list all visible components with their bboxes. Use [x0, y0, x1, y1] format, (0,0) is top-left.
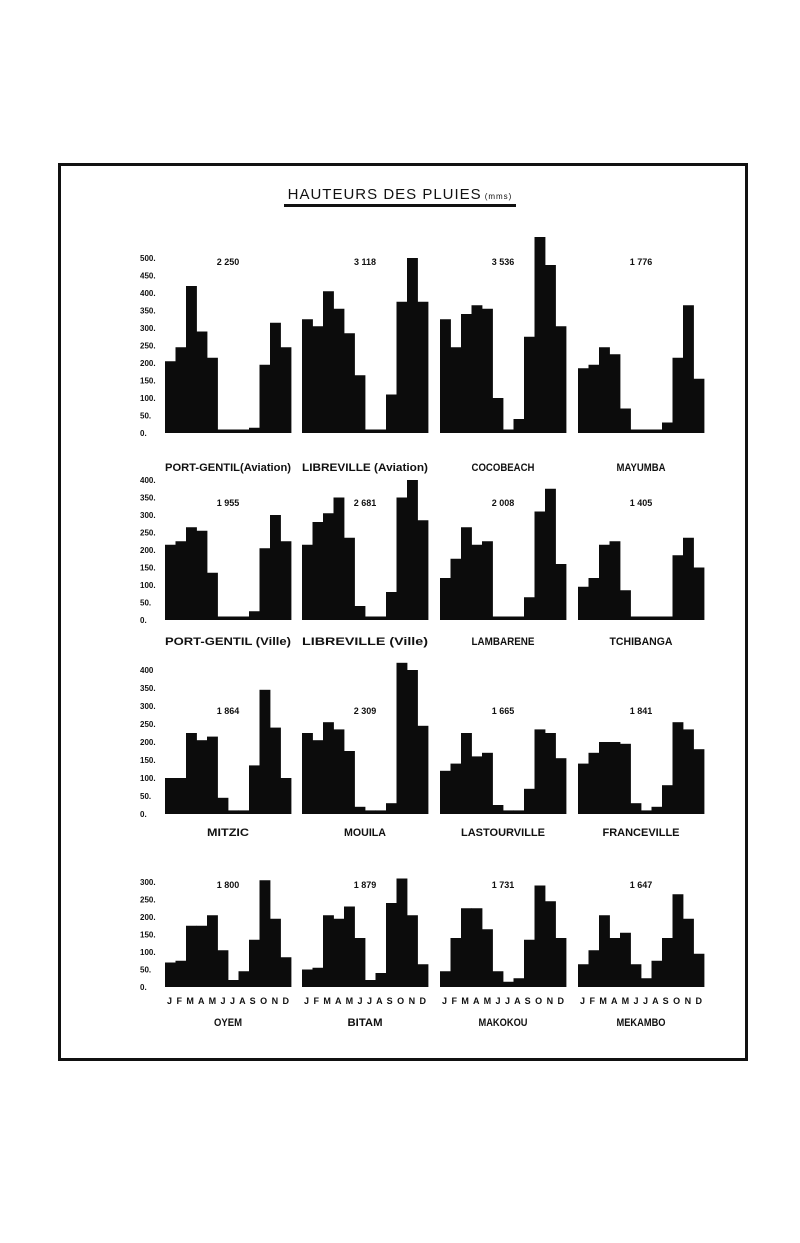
bar — [589, 365, 600, 433]
bar — [493, 805, 504, 814]
bar — [683, 729, 694, 814]
bar — [281, 778, 292, 814]
bar — [344, 751, 355, 814]
title-unit: (mms) — [484, 192, 513, 201]
bar — [556, 564, 567, 620]
station-total: 1 841 — [629, 706, 653, 716]
bar — [397, 879, 408, 988]
bar — [218, 617, 229, 621]
bar — [694, 749, 705, 814]
bar — [620, 744, 631, 814]
bar — [323, 513, 334, 620]
bar — [545, 733, 556, 814]
bar — [631, 964, 642, 987]
bar — [355, 375, 366, 433]
bar — [207, 358, 218, 433]
station-name: MEKAMBO — [616, 1017, 666, 1029]
bar — [270, 919, 281, 987]
bar — [493, 971, 504, 987]
bar — [165, 778, 176, 814]
bar — [249, 611, 260, 620]
bar — [524, 597, 535, 620]
bar — [683, 538, 694, 620]
bar — [662, 617, 673, 621]
bar — [355, 606, 366, 620]
bar — [599, 347, 610, 433]
bar — [694, 954, 705, 987]
bar — [535, 886, 546, 988]
bar — [207, 573, 218, 620]
bar — [176, 961, 187, 987]
bar — [302, 319, 313, 433]
bar — [323, 722, 334, 814]
y-tick-label: 250. — [140, 341, 156, 351]
bar — [270, 728, 281, 814]
bar — [270, 515, 281, 620]
y-tick-label: 200. — [140, 359, 156, 368]
bar — [662, 423, 673, 434]
bar — [482, 753, 493, 814]
bar — [472, 908, 483, 987]
station-name: COCOBEACH — [471, 462, 535, 474]
bar — [302, 733, 313, 814]
y-tick-label: 350. — [140, 306, 156, 316]
bar — [407, 915, 418, 987]
bar — [207, 737, 218, 814]
y-tick-label: 200. — [140, 546, 156, 555]
bar — [652, 430, 663, 434]
y-tick-label: 200. — [140, 913, 156, 922]
bar — [239, 971, 250, 987]
bar — [376, 973, 387, 987]
bar — [249, 765, 260, 814]
bar — [197, 926, 208, 987]
bar — [451, 764, 462, 814]
bar — [589, 753, 600, 814]
station-name: TCHIBANGA — [609, 636, 673, 648]
bar — [218, 950, 229, 987]
bar — [503, 617, 514, 621]
bar — [482, 541, 493, 620]
y-tick-label: 200. — [140, 738, 156, 747]
bar — [207, 915, 218, 987]
station-name: MAYUMBA — [616, 462, 666, 474]
bar — [461, 314, 472, 433]
bar — [365, 430, 376, 434]
y-tick-label: 0. — [140, 429, 147, 438]
bar — [545, 489, 556, 620]
y-tick-label: 500. — [140, 254, 156, 263]
bar — [228, 810, 239, 814]
bar — [589, 950, 600, 987]
bar — [662, 785, 673, 814]
bar — [302, 970, 313, 988]
bar — [165, 361, 176, 433]
y-tick-label: 350. — [140, 493, 156, 503]
y-tick-label: 100. — [140, 948, 156, 957]
bar — [631, 803, 642, 814]
bar — [165, 963, 176, 988]
bar — [599, 742, 610, 814]
bar — [323, 291, 334, 433]
bar — [524, 940, 535, 987]
bar — [451, 938, 462, 987]
y-tick-label: 50. — [140, 598, 152, 608]
station-total: 1 955 — [216, 498, 240, 508]
bar — [641, 978, 652, 987]
y-tick-label: 100. — [140, 394, 156, 403]
bar — [673, 555, 684, 620]
bar — [440, 319, 451, 433]
bar — [524, 337, 535, 433]
bar — [652, 961, 663, 987]
station-name: MITZIC — [207, 827, 250, 839]
y-tick-label: 400 — [140, 666, 154, 675]
bar — [578, 964, 589, 987]
bar — [589, 578, 600, 620]
bar — [482, 309, 493, 433]
bar — [418, 726, 429, 814]
bar — [228, 980, 239, 987]
bar — [631, 617, 642, 621]
station-total: 1 776 — [629, 257, 653, 267]
bar — [641, 430, 652, 434]
bar — [556, 326, 567, 433]
bar — [344, 907, 355, 988]
bar — [503, 982, 514, 987]
bar — [365, 810, 376, 814]
bar — [545, 901, 556, 987]
bar — [673, 358, 684, 433]
bar — [218, 798, 229, 814]
y-tick-label: 150. — [140, 563, 156, 573]
bar — [472, 545, 483, 620]
bar — [493, 398, 504, 433]
station-name: MAKOKOU — [478, 1017, 528, 1029]
bar — [186, 926, 197, 987]
station-name: BITAM — [347, 1017, 383, 1029]
bar — [313, 740, 324, 814]
bar — [239, 430, 250, 434]
station-total: 3 118 — [353, 257, 377, 267]
y-tick-label: 250. — [140, 528, 156, 538]
bar — [260, 548, 271, 620]
bar — [694, 379, 705, 433]
bar — [313, 326, 324, 433]
bar — [472, 756, 483, 814]
bar — [397, 498, 408, 621]
bar — [514, 978, 525, 987]
bar — [376, 430, 387, 434]
y-tick-label: 50. — [140, 411, 152, 421]
bar — [165, 545, 176, 620]
bar — [249, 940, 260, 987]
bar — [186, 527, 197, 620]
month-labels: J F M A M J J A S O N D — [304, 996, 426, 1006]
y-tick-label: 50. — [140, 792, 152, 801]
y-tick-label: 400. — [140, 476, 156, 485]
bar — [503, 430, 514, 434]
bar — [386, 903, 397, 987]
station-name: PORT-GENTIL (Ville) — [165, 636, 292, 648]
bar — [355, 807, 366, 814]
bar — [461, 733, 472, 814]
bar — [673, 894, 684, 987]
bar — [652, 617, 663, 621]
station-total: 1 800 — [216, 880, 240, 890]
y-tick-label: 300. — [140, 702, 156, 711]
bar — [386, 395, 397, 434]
y-tick-label: 150. — [140, 930, 156, 940]
bar — [239, 617, 250, 621]
station-name: LIBREVILLE (Ville) — [302, 636, 429, 648]
y-tick-label: 250. — [140, 895, 156, 905]
bar — [673, 722, 684, 814]
bar — [260, 690, 271, 814]
bar — [397, 663, 408, 814]
bar — [302, 545, 313, 620]
y-tick-label: 150. — [140, 756, 156, 765]
month-labels: J F M A M J J A S O N D — [580, 996, 702, 1006]
bar — [620, 590, 631, 620]
y-tick-label: 300. — [140, 511, 156, 520]
bar — [599, 545, 610, 620]
y-tick-label: 400. — [140, 289, 156, 298]
bar — [376, 617, 387, 621]
bar — [270, 323, 281, 433]
month-labels: J F M A M J J A S O N D — [167, 996, 289, 1006]
bar — [186, 733, 197, 814]
bar — [652, 807, 663, 814]
bar — [334, 919, 345, 987]
bar — [631, 430, 642, 434]
bar — [461, 908, 472, 987]
bar — [694, 568, 705, 621]
bar — [355, 938, 366, 987]
bar — [418, 964, 429, 987]
bar — [556, 758, 567, 814]
bar — [514, 617, 525, 621]
bar — [260, 365, 271, 433]
bar — [545, 265, 556, 433]
bar — [514, 419, 525, 433]
bar — [407, 258, 418, 433]
station-total: 1 405 — [629, 498, 653, 508]
y-tick-label: 0. — [140, 616, 147, 625]
bar — [451, 347, 462, 433]
bar — [365, 617, 376, 621]
bar — [313, 522, 324, 620]
station-total: 3 536 — [491, 257, 515, 267]
y-tick-label: 100. — [140, 581, 156, 590]
station-name: LAMBARENE — [471, 636, 535, 648]
station-name: OYEM — [214, 1017, 242, 1029]
station-total: 1 731 — [491, 880, 515, 890]
bar — [176, 541, 187, 620]
bar — [418, 520, 429, 620]
bar — [620, 409, 631, 434]
bar — [683, 919, 694, 987]
bar — [281, 541, 292, 620]
station-total: 1 879 — [353, 880, 377, 890]
bar — [610, 354, 621, 433]
bar — [344, 333, 355, 433]
y-tick-label: 300. — [140, 878, 156, 887]
bar — [493, 617, 504, 621]
bar — [344, 538, 355, 620]
bar — [514, 810, 525, 814]
bar — [397, 302, 408, 433]
bar — [535, 512, 546, 621]
y-tick-label: 50. — [140, 965, 152, 975]
y-tick-label: 300. — [140, 324, 156, 333]
bar — [578, 587, 589, 620]
bar — [386, 592, 397, 620]
bar — [472, 305, 483, 433]
station-name: PORT-GENTIL(Aviation) — [165, 462, 292, 474]
y-tick-label: 450. — [140, 271, 156, 281]
station-total: 2 008 — [491, 498, 515, 508]
station-total: 2 309 — [353, 706, 377, 716]
bar — [482, 929, 493, 987]
bar — [610, 742, 621, 814]
bar — [578, 368, 589, 433]
bar — [524, 789, 535, 814]
bar — [620, 933, 631, 987]
bar — [260, 880, 271, 987]
y-tick-label: 0. — [140, 983, 147, 992]
bar — [610, 938, 621, 987]
station-total: 1 864 — [216, 706, 240, 716]
bar — [641, 810, 652, 814]
bar — [683, 305, 694, 433]
bar — [218, 430, 229, 434]
bar — [535, 729, 546, 814]
bar — [228, 617, 239, 621]
bar — [281, 347, 292, 433]
station-name: MOUILA — [344, 827, 387, 839]
bar — [176, 778, 187, 814]
bar — [440, 578, 451, 620]
station-name: LIBREVILLE (Aviation) — [302, 462, 429, 474]
y-tick-label: 0. — [140, 810, 147, 819]
bar — [641, 617, 652, 621]
station-total: 1 647 — [629, 880, 653, 890]
bar — [323, 915, 334, 987]
bar — [176, 347, 187, 433]
bar — [503, 810, 514, 814]
y-tick-label: 250. — [140, 720, 156, 729]
bar — [228, 430, 239, 434]
station-total: 2 681 — [353, 498, 377, 508]
bar — [186, 286, 197, 433]
bar — [334, 729, 345, 814]
title-text: HAUTEURS DES PLUIES — [287, 186, 482, 203]
y-tick-label: 100. — [140, 774, 156, 783]
bar — [610, 541, 621, 620]
y-tick-label: 350. — [140, 684, 156, 693]
bar — [281, 957, 292, 987]
bar — [376, 810, 387, 814]
bar — [334, 498, 345, 621]
bar — [197, 332, 208, 434]
bar — [461, 527, 472, 620]
bar — [599, 915, 610, 987]
month-labels: J F M A M J J A S O N D — [442, 996, 564, 1006]
bar — [440, 971, 451, 987]
bar — [365, 980, 376, 987]
bar — [556, 938, 567, 987]
station-total: 1 665 — [491, 706, 515, 716]
bar — [451, 559, 462, 620]
bar — [662, 938, 673, 987]
bar — [407, 480, 418, 620]
bar — [535, 237, 546, 433]
bar — [334, 309, 345, 433]
bar — [418, 302, 429, 433]
bar — [386, 803, 397, 814]
bar — [407, 670, 418, 814]
bar — [239, 810, 250, 814]
bar — [578, 764, 589, 814]
bar — [197, 531, 208, 620]
station-name: FRANCEVILLE — [602, 827, 680, 839]
station-name: LASTOURVILLE — [461, 827, 545, 839]
y-tick-label: 150. — [140, 376, 156, 386]
bar — [249, 428, 260, 433]
bar — [313, 968, 324, 987]
station-total: 2 250 — [216, 257, 240, 267]
bar — [197, 740, 208, 814]
bar — [440, 771, 451, 814]
